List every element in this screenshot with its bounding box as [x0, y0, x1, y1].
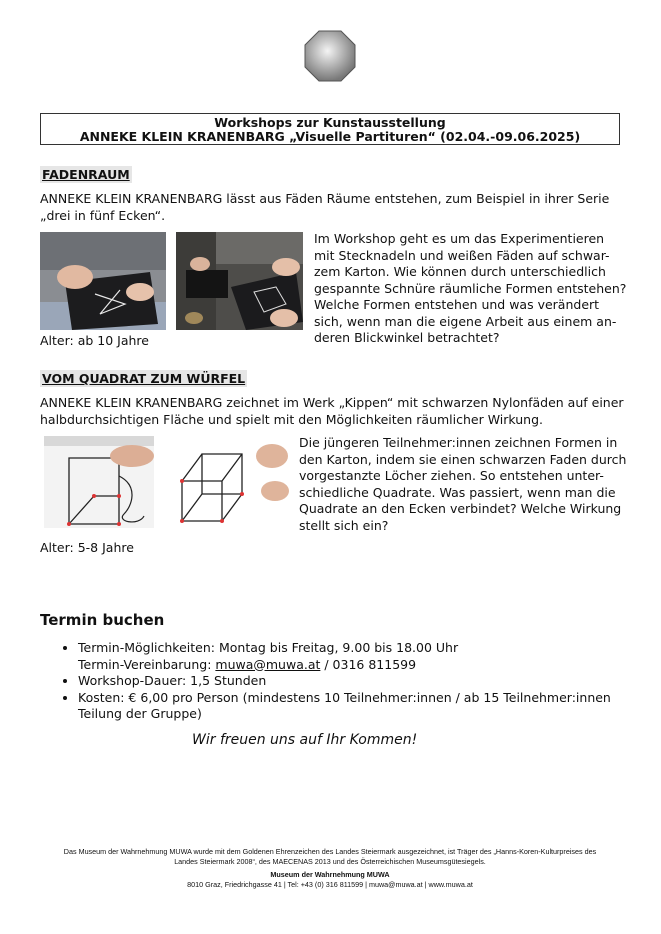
section2-intro	[40, 395, 640, 428]
footer-awards	[30, 847, 630, 866]
section1-desc-line: mit Stecknadeln und weißen Fäden auf schwar-	[314, 247, 610, 263]
booking-phone: / 0316 811599	[320, 656, 417, 672]
workshop-photo-pins-2	[176, 232, 303, 330]
booking-info-list	[60, 640, 648, 723]
section2-age: Alter: 5-8 Jahre	[40, 540, 134, 555]
closing-text: Wir freuen uns auf Ihr Kommen!	[192, 732, 418, 748]
section1-age: Alter: ab 10 Jahre	[40, 333, 149, 348]
footer-line-1: Das Museum der Wahrnehmung MUWA wurde mit dem Goldenen Ehrenzeichen des Landes Steiermark ausgezeichnet, ist Träger des „Hanns-Koren-Kulturpreises des	[63, 847, 597, 856]
section2-intro-line-1: ANNEKE KLEIN KRANENBARG zeichnet im Werk „Kippen“ mit schwarzen Nylonfäden auf einer	[40, 395, 624, 410]
list-item	[78, 640, 648, 673]
email-link[interactable]: muwa@muwa.at	[215, 656, 321, 672]
section1-desc-line: Im Workshop geht es um das Experimentieren	[314, 231, 605, 246]
footer-line-2: Landes Steiermark 2008“, des MAECENAS 2013 und des Österreichischen Museumsgütesiegels.	[174, 856, 486, 866]
section1-desc-line: deren Blickwinkel betrachtet?	[314, 330, 500, 345]
header-line-1: Workshops zur Kunstausstellung	[214, 115, 446, 130]
section1-desc-line: zem Karton. Wie können durch unterschiedlich	[314, 264, 606, 279]
muwa-logo-octagon-icon	[304, 30, 356, 82]
list-item	[78, 690, 648, 723]
section1-intro-line-2: „drei in fünf Ecken“.	[40, 207, 166, 223]
booking-duration: Workshop-Dauer: 1,5 Stunden	[78, 673, 267, 688]
booking-arrangement-label: Termin-Vereinbarung:	[78, 656, 216, 672]
section2-intro-line-2: halbdurchsichtigen Fläche und spielt mit den Möglichkeiten räumlicher Wirkung.	[40, 411, 544, 427]
footer-contact: 8010 Graz, Friedrichgasse 41 | Tel: +43 (0) 316 811599 | muwa@muwa.at | www.muwa.at	[187, 880, 473, 889]
section2-desc-line: vorgestanzte Löcher ziehen. So entstehen unter-	[299, 468, 604, 483]
workshop-photo-pins-1	[40, 232, 166, 330]
section2-description	[299, 435, 630, 534]
section1-description	[314, 231, 630, 347]
header-line-2: ANNEKE KLEIN KRANENBARG „Visuelle Partituren“ (02.04.-09.06.2025)	[79, 129, 581, 144]
section2-desc-line: schiedliche Quadrate. Was passiert, wenn man die	[299, 484, 616, 500]
section2-desc-line: Die jüngeren Teilnehmer:innen zeichnen Formen in	[299, 435, 618, 450]
section1-desc-line: gespannte Schnüre räumliche Formen entstehen?	[314, 280, 627, 296]
section1-intro-line-1: ANNEKE KLEIN KRANENBARG lässt aus Fäden Räume entstehen, zum Beispiel in ihrer Serie	[40, 191, 610, 206]
list-item	[78, 673, 648, 690]
string-square-photo	[44, 436, 154, 528]
booking-heading: Termin buchen	[40, 611, 165, 629]
section2-desc-line: stellt sich ein?	[299, 517, 389, 533]
section1-intro	[40, 191, 630, 224]
string-cube-photo	[167, 436, 289, 530]
section2-desc-line: den Karton, indem sie einen schwarzen Faden durch	[299, 451, 627, 467]
footer-org-name: Museum der Wahrnehmung MUWA	[270, 870, 390, 879]
section-heading-fadenraum: FADENRAUM	[42, 167, 130, 182]
booking-options: Termin-Möglichkeiten: Montag bis Freitag, 9.00 bis 18.00 Uhr	[78, 640, 459, 655]
booking-costs: Kosten: € 6,00 pro Person (mindestens 10 Teilnehmer:innen / ab 15 Teilnehmer:innen Teilung der Gruppe)	[78, 689, 611, 721]
section2-desc-line: Quadrate an den Ecken verbindet? Welche Wirkung	[299, 501, 622, 516]
section1-desc-line: sich, wenn man die eigene Arbeit aus einem an-	[314, 313, 617, 329]
header-title-box	[40, 113, 620, 145]
section1-desc-line: Welche Formen entstehen und was verändert	[314, 297, 600, 312]
section-heading-quadrat-wuerfel: VOM QUADRAT ZUM WÜRFEL	[42, 371, 246, 386]
